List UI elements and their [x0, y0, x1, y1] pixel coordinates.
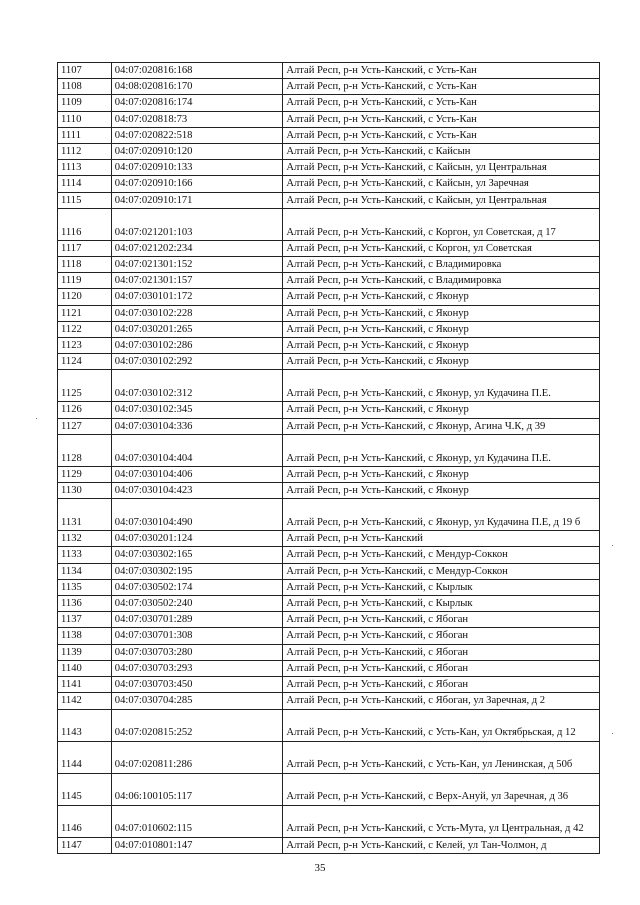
row-number-cell: 1129: [58, 466, 112, 482]
cadastral-number-cell: 04:07:030201:265: [111, 321, 283, 337]
table-row: [58, 273, 600, 289]
row-number-cell: 1147: [58, 837, 112, 853]
scan-speck: [612, 545, 613, 546]
address-cell: Алтай Респ, р-н Усть-Канский, с Яконур, ул Кудачина П.Е.: [283, 370, 600, 402]
address-cell: Алтай Респ, р-н Усть-Канский, с Усть-Кан: [283, 127, 600, 143]
table-row: [58, 370, 600, 402]
cadastral-number-cell: 04:07:030502:240: [111, 596, 283, 612]
address-cell: Алтай Респ, р-н Усть-Канский, с Яконур: [283, 483, 600, 499]
table-row: [58, 434, 600, 466]
address-cell: Алтай Респ, р-н Усть-Канский, с Яконур, Агина Ч.К, д 39: [283, 418, 600, 434]
address-cell: Алтай Респ, р-н Усть-Канский: [283, 531, 600, 547]
table-row: [58, 79, 600, 95]
page-number: 35: [314, 862, 326, 874]
table-row: [58, 547, 600, 563]
cadastral-number-cell: 04:07:030703:280: [111, 644, 283, 660]
row-number-cell: 1142: [58, 693, 112, 709]
table-row: [58, 773, 600, 805]
address-cell: Алтай Респ, р-н Усть-Канский, с Усть-Кан: [283, 111, 600, 127]
row-number-cell: 1128: [58, 434, 112, 466]
address-cell: Алтай Респ, р-н Усть-Канский, с Усть-Кан: [283, 95, 600, 111]
cadastral-number-cell: 04:07:030104:423: [111, 483, 283, 499]
table-row: [58, 321, 600, 337]
row-number-cell: 1145: [58, 773, 112, 805]
row-number-cell: 1146: [58, 805, 112, 837]
table-row: [58, 579, 600, 595]
row-number-cell: 1130: [58, 483, 112, 499]
cadastral-number-cell: 04:07:030703:450: [111, 677, 283, 693]
row-number-cell: 1113: [58, 160, 112, 176]
row-number-cell: 1123: [58, 338, 112, 354]
cadastral-number-cell: 04:07:030302:195: [111, 563, 283, 579]
row-number-cell: 1126: [58, 402, 112, 418]
table-row: [58, 338, 600, 354]
address-cell: Алтай Респ, р-н Усть-Канский, с Усть-Кан, ул Ленинская, д 50б: [283, 741, 600, 773]
cadastral-number-cell: 04:07:021202:234: [111, 240, 283, 256]
cadastral-number-cell: 04:07:020815:252: [111, 709, 283, 741]
address-cell: Алтай Респ, р-н Усть-Канский, с Яконур, ул Кудачина П.Е, д 19 б: [283, 499, 600, 531]
row-number-cell: 1111: [58, 127, 112, 143]
address-cell: Алтай Респ, р-н Усть-Канский, с Ябоган: [283, 628, 600, 644]
row-number-cell: 1138: [58, 628, 112, 644]
cadastral-number-cell: 04:07:020822:518: [111, 127, 283, 143]
row-number-cell: 1137: [58, 612, 112, 628]
table-row: [58, 466, 600, 482]
table-row: [58, 531, 600, 547]
address-cell: Алтай Респ, р-н Усть-Канский, с Мендур-Соккон: [283, 563, 600, 579]
table-row: [58, 596, 600, 612]
table-row: [58, 95, 600, 111]
address-cell: Алтай Респ, р-н Усть-Канский, с Яконур: [283, 338, 600, 354]
cadastral-number-cell: 04:07:030102:312: [111, 370, 283, 402]
row-number-cell: 1119: [58, 273, 112, 289]
cadastral-number-cell: 04:07:030104:406: [111, 466, 283, 482]
cadastral-number-cell: 04:07:030104:490: [111, 499, 283, 531]
address-cell: Алтай Респ, р-н Усть-Канский, с Ябоган: [283, 644, 600, 660]
table-row: [58, 289, 600, 305]
row-number-cell: 1118: [58, 257, 112, 273]
address-cell: Алтай Респ, р-н Усть-Канский, с Ябоган: [283, 660, 600, 676]
cadastral-number-cell: 04:07:030704:285: [111, 693, 283, 709]
table-row: [58, 257, 600, 273]
address-cell: Алтай Респ, р-н Усть-Канский, с Яконур: [283, 321, 600, 337]
row-number-cell: 1144: [58, 741, 112, 773]
row-number-cell: 1108: [58, 79, 112, 95]
address-cell: Алтай Респ, р-н Усть-Канский, с Усть-Мута, ул Центральная, д 42: [283, 805, 600, 837]
table-row: [58, 402, 600, 418]
address-cell: Алтай Респ, р-н Усть-Канский, с Усть-Кан: [283, 79, 600, 95]
cadastral-number-cell: 04:07:010602:115: [111, 805, 283, 837]
cadastral-number-cell: 04:07:020910:133: [111, 160, 283, 176]
cadastral-number-cell: 04:07:030302:165: [111, 547, 283, 563]
address-cell: Алтай Респ, р-н Усть-Канский, с Верх-Ануй, ул Заречная, д 36: [283, 773, 600, 805]
row-number-cell: 1136: [58, 596, 112, 612]
address-cell: Алтай Респ, р-н Усть-Канский, с Кайсын, ул Центральная: [283, 160, 600, 176]
table-row: [58, 499, 600, 531]
table-row: [58, 660, 600, 676]
address-cell: Алтай Респ, р-н Усть-Канский, с Яконур: [283, 289, 600, 305]
address-cell: Алтай Респ, р-н Усть-Канский, с Кайсын, ул Центральная: [283, 192, 600, 208]
table-row: [58, 709, 600, 741]
cadastral-number-cell: 04:07:010801:147: [111, 837, 283, 853]
row-number-cell: 1120: [58, 289, 112, 305]
cadastral-number-cell: 04:07:020910:171: [111, 192, 283, 208]
cadastral-number-cell: 04:07:020811:286: [111, 741, 283, 773]
table-row: [58, 563, 600, 579]
table-row: [58, 483, 600, 499]
table-row: [58, 612, 600, 628]
row-number-cell: 1116: [58, 208, 112, 240]
cadastral-number-cell: 04:08:020816:170: [111, 79, 283, 95]
row-number-cell: 1141: [58, 677, 112, 693]
address-cell: Алтай Респ, р-н Усть-Канский, с Владимировка: [283, 257, 600, 273]
address-cell: Алтай Респ, р-н Усть-Канский, с Усть-Кан, ул Октябрьская, д 12: [283, 709, 600, 741]
cadastral-number-cell: 04:07:021201:103: [111, 208, 283, 240]
cadastral-number-cell: 04:07:030101:172: [111, 289, 283, 305]
row-number-cell: 1132: [58, 531, 112, 547]
row-number-cell: 1115: [58, 192, 112, 208]
address-cell: Алтай Респ, р-н Усть-Канский, с Яконур: [283, 354, 600, 370]
scan-speck: [36, 418, 37, 419]
address-cell: Алтай Респ, р-н Усть-Канский, с Кырлык: [283, 579, 600, 595]
registry-table-body: [58, 63, 600, 854]
table-row: [58, 644, 600, 660]
table-row: [58, 208, 600, 240]
address-cell: Алтай Респ, р-н Усть-Канский, с Ябоган: [283, 677, 600, 693]
row-number-cell: 1125: [58, 370, 112, 402]
table-row: [58, 160, 600, 176]
table-row: [58, 144, 600, 160]
cadastral-number-cell: 04:07:030102:292: [111, 354, 283, 370]
cadastral-number-cell: 04:07:030102:228: [111, 305, 283, 321]
cadastral-number-cell: 04:07:030102:345: [111, 402, 283, 418]
row-number-cell: 1140: [58, 660, 112, 676]
cadastral-number-cell: 04:07:030201:124: [111, 531, 283, 547]
registry-table: [57, 62, 600, 854]
row-number-cell: 1127: [58, 418, 112, 434]
address-cell: Алтай Респ, р-н Усть-Канский, с Яконур: [283, 402, 600, 418]
table-row: [58, 354, 600, 370]
row-number-cell: 1143: [58, 709, 112, 741]
table-row: [58, 741, 600, 773]
table-row: [58, 305, 600, 321]
address-cell: Алтай Респ, р-н Усть-Канский, с Усть-Кан: [283, 63, 600, 79]
row-number-cell: 1109: [58, 95, 112, 111]
table-row: [58, 693, 600, 709]
address-cell: Алтай Респ, р-н Усть-Канский, с Мендур-Соккон: [283, 547, 600, 563]
cadastral-number-cell: 04:07:020816:168: [111, 63, 283, 79]
cadastral-number-cell: 04:06:100105:117: [111, 773, 283, 805]
address-cell: Алтай Респ, р-н Усть-Канский, с Ябоган: [283, 612, 600, 628]
cadastral-number-cell: 04:07:030104:336: [111, 418, 283, 434]
cadastral-number-cell: 04:07:030701:289: [111, 612, 283, 628]
table-row: [58, 418, 600, 434]
table-row: [58, 127, 600, 143]
cadastral-number-cell: 04:07:020910:120: [111, 144, 283, 160]
row-number-cell: 1139: [58, 644, 112, 660]
table-row: [58, 837, 600, 853]
address-cell: Алтай Респ, р-н Усть-Канский, с Кайсын, ул Заречная: [283, 176, 600, 192]
table-row: [58, 240, 600, 256]
address-cell: Алтай Респ, р-н Усть-Канский, с Кырлык: [283, 596, 600, 612]
row-number-cell: 1110: [58, 111, 112, 127]
cadastral-number-cell: 04:07:030104:404: [111, 434, 283, 466]
table-row: [58, 176, 600, 192]
address-cell: Алтай Респ, р-н Усть-Канский, с Яконур, ул Кудачина П.Е.: [283, 434, 600, 466]
cadastral-number-cell: 04:07:030502:174: [111, 579, 283, 595]
row-number-cell: 1107: [58, 63, 112, 79]
scan-speck: [612, 733, 613, 734]
row-number-cell: 1121: [58, 305, 112, 321]
cadastral-number-cell: 04:07:030703:293: [111, 660, 283, 676]
cadastral-number-cell: 04:07:021301:152: [111, 257, 283, 273]
row-number-cell: 1124: [58, 354, 112, 370]
row-number-cell: 1133: [58, 547, 112, 563]
table-row: [58, 111, 600, 127]
table-row: [58, 805, 600, 837]
address-cell: Алтай Респ, р-н Усть-Канский, с Ябоган, ул Заречная, д 2: [283, 693, 600, 709]
row-number-cell: 1122: [58, 321, 112, 337]
address-cell: Алтай Респ, р-н Усть-Канский, с Коргон, ул Советская, д 17: [283, 208, 600, 240]
cadastral-number-cell: 04:07:020818:73: [111, 111, 283, 127]
cadastral-number-cell: 04:07:030102:286: [111, 338, 283, 354]
address-cell: Алтай Респ, р-н Усть-Канский, с Келей, ул Тан-Чолмон, д: [283, 837, 600, 853]
table-row: [58, 677, 600, 693]
row-number-cell: 1131: [58, 499, 112, 531]
cadastral-number-cell: 04:07:020910:166: [111, 176, 283, 192]
cadastral-number-cell: 04:07:021301:157: [111, 273, 283, 289]
row-number-cell: 1135: [58, 579, 112, 595]
row-number-cell: 1117: [58, 240, 112, 256]
row-number-cell: 1114: [58, 176, 112, 192]
table-row: [58, 192, 600, 208]
cadastral-number-cell: 04:07:030701:308: [111, 628, 283, 644]
address-cell: Алтай Респ, р-н Усть-Канский, с Кайсын: [283, 144, 600, 160]
address-cell: Алтай Респ, р-н Усть-Канский, с Яконур: [283, 305, 600, 321]
row-number-cell: 1112: [58, 144, 112, 160]
table-row: [58, 63, 600, 79]
address-cell: Алтай Респ, р-н Усть-Канский, с Коргон, ул Советская: [283, 240, 600, 256]
cadastral-number-cell: 04:07:020816:174: [111, 95, 283, 111]
address-cell: Алтай Респ, р-н Усть-Канский, с Владимировка: [283, 273, 600, 289]
address-cell: Алтай Респ, р-н Усть-Канский, с Яконур: [283, 466, 600, 482]
row-number-cell: 1134: [58, 563, 112, 579]
table-row: [58, 628, 600, 644]
